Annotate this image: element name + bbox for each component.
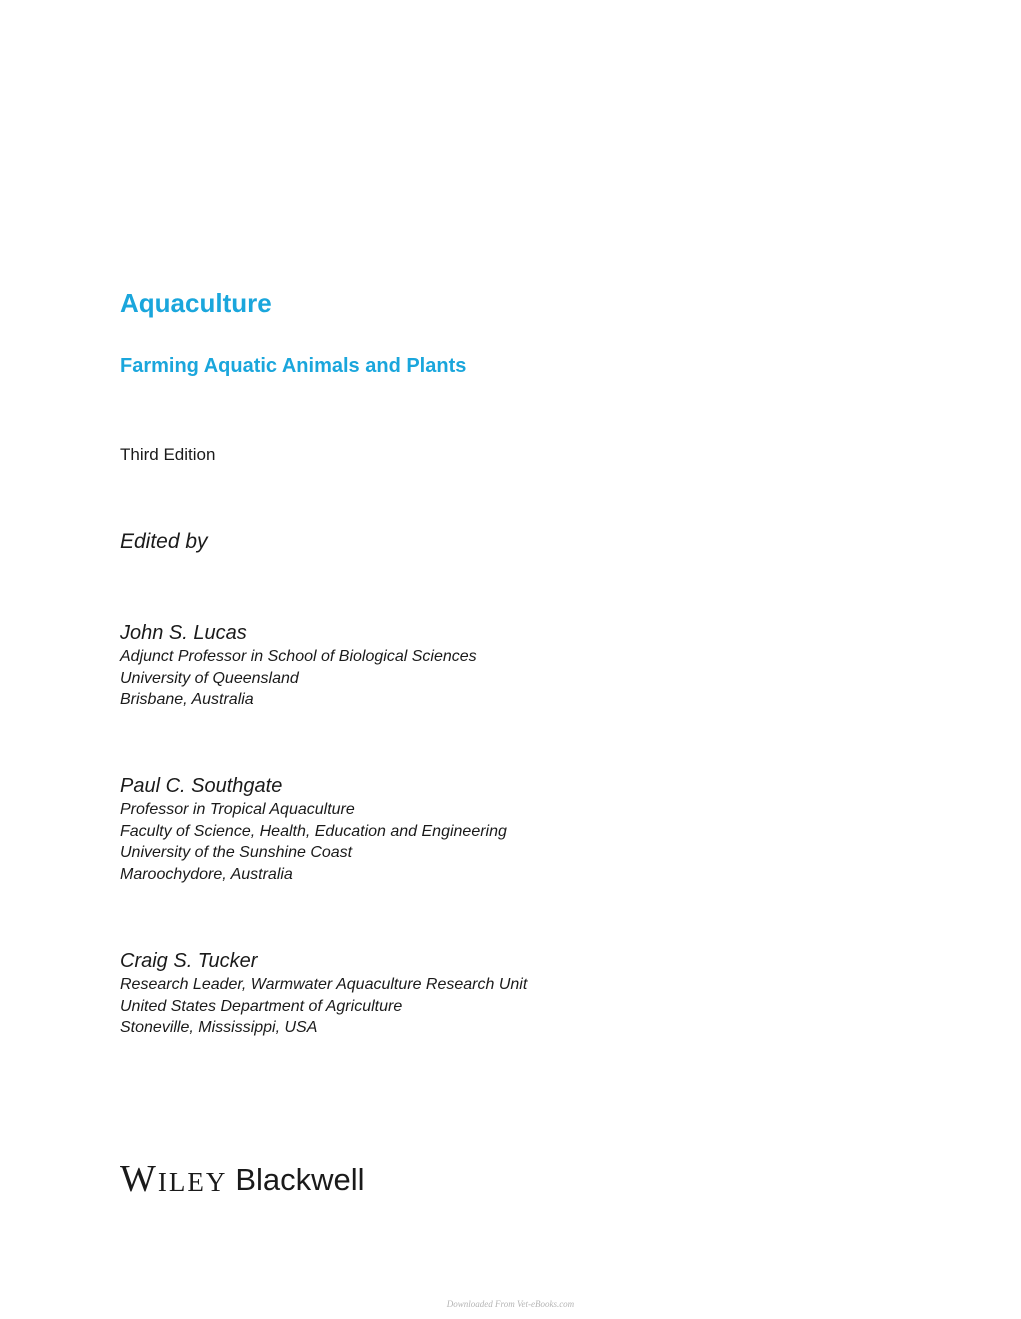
editor-affiliation-line: Research Leader, Warmwater Aquaculture Research Unit <box>120 976 528 993</box>
edited-by-label: Edited by <box>120 530 208 553</box>
publisher-imprint-wordmark: Blackwell <box>235 1162 365 1197</box>
edition-label: Third Edition <box>120 445 216 464</box>
editor-affiliation-line: United States Department of Agriculture <box>120 997 403 1015</box>
editor-name: John S. Lucas <box>120 622 247 644</box>
book-title: Aquaculture <box>120 288 272 318</box>
editor-block <box>120 620 477 711</box>
editor-affiliation-line: Brisbane, Australia <box>120 691 254 708</box>
editor-affiliation-line: Adjunct Professor in School of Biological Sciences <box>120 648 477 665</box>
editor-affiliation-line: Maroochydore, Australia <box>120 865 293 883</box>
download-watermark: Downloaded From Vet-eBooks.com <box>446 1299 575 1309</box>
editor-name: Paul C. Southgate <box>120 775 283 797</box>
editor-affiliation-line: University of the Sunshine Coast <box>120 844 353 861</box>
editor-block <box>120 773 507 885</box>
editor-affiliation-line: Professor in Tropical Aquaculture <box>120 801 355 818</box>
publisher-logo <box>120 1158 365 1198</box>
editor-block <box>120 948 527 1039</box>
publisher-wiley-wordmark: Wiley <box>120 1158 228 1200</box>
book-subtitle: Farming Aquatic Animals and Plants <box>120 355 467 377</box>
editor-affiliation-line: Stoneville, Mississippi, USA <box>120 1019 318 1036</box>
editor-affiliation-line: Faculty of Science, Health, Education and Engineering <box>120 822 507 840</box>
editor-name: Craig S. Tucker <box>120 950 258 972</box>
editor-affiliation-line: University of Queensland <box>120 669 299 687</box>
